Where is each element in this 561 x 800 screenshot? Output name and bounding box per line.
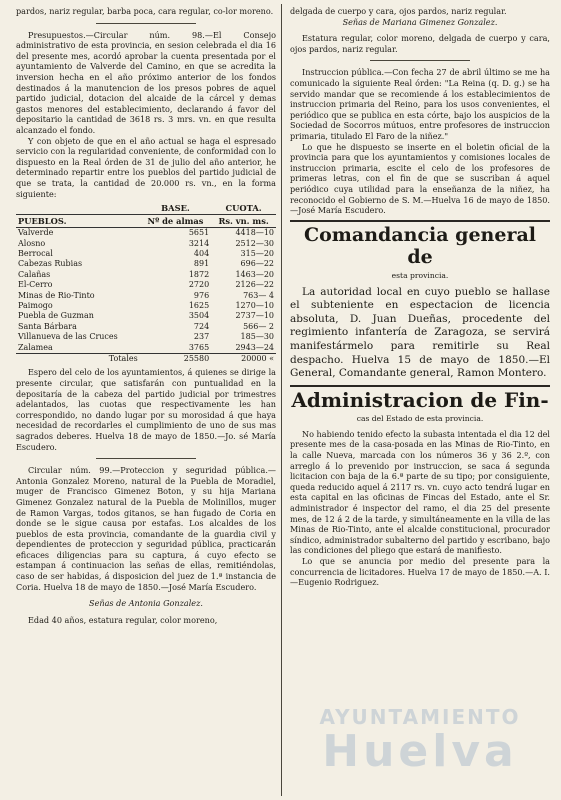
signature-mariana: Señas de Mariana Gimenez Gonzalez. bbox=[342, 16, 498, 27]
circular-98-paragraph-2: Y con objeto de que en el año actual se haga el espresado servicio con la regularidad conveniente, de conformidad con lo dispuesto en la Real órden de 31 de julio del año anterior, he determinado repartir entre los pueblos del partido judicial de que se trata, la cantidad de 20.000 rs. vn., en la forma siguiente: bbox=[16, 135, 276, 199]
rs-cell: 566— 2 bbox=[243, 321, 274, 331]
comandancia-heading: Comandancia general de bbox=[290, 220, 550, 268]
circular-98-paragraph: Presupuestos.—Circular núm. 98.—El Consejo administrativo de esta provincia, en sesion celebrada el dia 16 del presente mes, acordó aprobar la cuenta presentada por el ayuntamiento de Valverde del Camino, en que se acredita la inversion hecha en el año próximo anterior de los fondos destinados á la manutencion de los presos pobres de aquel partido judicial, dotacion del alcaide de la cárcel y demas gastos menores del establecimiento, declarando á favor del depositario la cantidad de 3618 rs. 3 mrs. vn. en que resulta alcanzado el fondo. bbox=[16, 29, 276, 135]
rs-cell: 2943—24 bbox=[235, 342, 274, 352]
quota-row bbox=[16, 311, 276, 321]
instruccion-publica-paragraph-2: Lo que he dispuesto se inserte en el boletin oficial de la provincia para que los ayuntamientos y comisiones locales de instruccion primaria, escite el celo de los profesores de primeras letras, con el fin de que se suscriban á aquel periódico cuya utilidad para la enseñanza de la niñez, ha reconocido el Gobierno de S. M.—Huelva 16 de mayo de 1850.—José María Escudero. bbox=[290, 141, 550, 216]
rs-cell: 1463—20 bbox=[235, 269, 274, 279]
cuota-header: CUOTA. bbox=[211, 202, 276, 215]
almas-cell: 2720 bbox=[188, 280, 210, 290]
rs-cell: 2126—22 bbox=[235, 280, 274, 290]
almas-cell: 724 bbox=[193, 321, 210, 331]
almas-cell: 1872 bbox=[188, 269, 210, 279]
quota-table bbox=[16, 202, 276, 364]
separator bbox=[96, 23, 196, 24]
mariana-description: Estatura regular, color moreno, delgada de cuerpo y cara, ojos pardos, nariz regular. bbox=[290, 33, 550, 54]
right-paragraph-0: delgada de cuerpo y cara, ojos pardos, nariz regular. bbox=[290, 6, 507, 16]
quota-row bbox=[16, 322, 276, 332]
quota-row bbox=[16, 291, 276, 301]
pueblo-cell: Alosno bbox=[18, 238, 46, 248]
pueblo-cell: Santa Bárbara bbox=[18, 321, 77, 331]
pueblo-cell: Cabezas Rubias bbox=[18, 259, 83, 269]
rs-cell: 315—20 bbox=[240, 248, 274, 258]
pueblo-cell: Paimogo bbox=[18, 300, 53, 310]
almas-cell: 3214 bbox=[188, 238, 210, 248]
left-paragraph-0: pardos, nariz regular, barba poca, cara regular, co-lor moreno. bbox=[16, 6, 274, 16]
total-row bbox=[16, 353, 276, 364]
quota-rows bbox=[16, 228, 276, 354]
signature-antonia: Señas de Antonia Gonzalez. bbox=[89, 598, 203, 609]
rs-cell: 1270—10 bbox=[235, 300, 274, 310]
rs-cell: 763— 4 bbox=[243, 290, 274, 300]
almas-header: Nº de almas bbox=[140, 215, 211, 228]
pueblo-cell: El-Cerro bbox=[18, 280, 53, 290]
rs-header: Rs. vn. ms. bbox=[211, 215, 276, 228]
separator bbox=[370, 60, 470, 61]
administracion-heading: Administracion de Fin- bbox=[290, 385, 550, 411]
almas-cell: 3765 bbox=[188, 342, 210, 352]
pueblo-cell: Villanueva de las Cruces bbox=[18, 332, 118, 342]
almas-cell: 5651 bbox=[188, 228, 210, 238]
pueblo-cell: Minas de Rio-Tinto bbox=[18, 290, 95, 300]
pueblo-cell: Zalamea bbox=[18, 342, 53, 352]
pueblo-cell: Calañas bbox=[18, 269, 51, 279]
instruccion-publica-paragraph: Instruccion pública.—Con fecha 27 de abril último se me ha comunicado la siguiente Real órden: "La Reina (q. D. g.) se ha servido mandar que se recomiende á los establecimientos de instruccion primaria del Reino, para los usos convenientes, el periódico que se publica en esta córte, bajo los auspicios de la Sociedad de Socorros mútuos, entre profesores de instruccion primaria, titulado El Faro de la niñez." bbox=[290, 67, 550, 141]
rs-cell: 696—22 bbox=[240, 259, 274, 269]
quota-row bbox=[16, 239, 276, 249]
right-column bbox=[290, 6, 550, 588]
administracion-closing: Lo que se anuncia por medio del presente para la concurrencia de licitadores. Huelva 17 de mayo de 1850.—A. I.—Eugenio Rodriguez. bbox=[290, 555, 550, 588]
administracion-subheading: cas del Estado de esta provincia. bbox=[356, 413, 484, 423]
quota-row bbox=[16, 280, 276, 290]
circular-99-paragraph: Circular núm. 99.—Proteccion y seguridad pública.—Antonia Gonzalez Moreno, natural de la Puebla de Moradiel, muger de Francisco Gimenez Boton, y su hija Mariana Gimenez Gonzalez natural de la Puebla de Molinillos, muger de Ramon Vargas, todos gitanos, se han fugado de Coria en donde se le sigue causa por estafas. Los alcaldes de los pueblos de esta provincia, comandante de la guardia civil y dependientes de proteccion y seguridad pública, practicarán eficaces diligencias para su captura, á cuyo efecto se estampan á continuacion las señas de ellas, remitiéndolas, caso de ser habidas, á disposicion del juez de 1.ª instancia de Coria. Huelva 18 de mayo de 1850.—José María Escudero. bbox=[16, 465, 276, 592]
rs-cell: 185—30 bbox=[240, 332, 274, 342]
rs-cell: 2512—30 bbox=[235, 238, 274, 248]
comandancia-subheading: esta provincia. bbox=[391, 270, 449, 280]
quota-row bbox=[16, 259, 276, 269]
administracion-paragraph: No habiendo tenido efecto la subasta intentada el dia 12 del presente mes de la casa-posada en las Minas de Rio-Tinto, en la calle Nueva, marcada con los números 36 y 36 2.º, con arreglo á lo prevenido por instruccion, se saca á segunda licitacion con baja de la 6.ª parte de su tipo; por consiguiente, queda reducido aquel á 2117 rs. vn. cuyo acto tendrá lugar en esta capital en las oficinas de Fincas del Estado, ante el Sr. administrador é inspector del ramo, el dia 25 del presente mes, de 12 á 2 de la tarde, y simultáneamente en la villa de las Minas de Rio-Tinto, ante el alcalde constitucional, procurador síndico, administrador subalterno del partido y escribano, bajo las condiciones del pliego que estará de manifiesto. bbox=[290, 428, 550, 556]
left-column bbox=[16, 6, 276, 625]
rs-cell: 4418—10 bbox=[235, 228, 274, 238]
almas-cell: 976 bbox=[193, 290, 210, 300]
pueblo-cell: Valverde bbox=[18, 228, 54, 238]
total-label: Totales bbox=[16, 353, 140, 364]
quota-row bbox=[16, 228, 276, 239]
pueblo-cell: Puebla de Guzman bbox=[18, 311, 94, 321]
quota-row bbox=[16, 343, 276, 354]
quota-row bbox=[16, 301, 276, 311]
comandancia-paragraph: La autoridad local en cuyo pueblo se hallase el subteniente en espectacion de licencia absoluta, D. Juan Dueñas, procedente del regimiento infantería de Zaragoza, se servirá manifestármelo para remitirle su Real despacho. Huelva 15 de mayo de 1850.—El General, Comandante general, Ramon Montero. bbox=[290, 285, 550, 380]
almas-cell: 1625 bbox=[188, 300, 210, 310]
almas-cell: 404 bbox=[193, 248, 210, 258]
circular-98-closing: Espero del celo de los ayuntamientos, á quienes se dirige la presente circular, que satisfarán con puntualidad en la depositaría de la cabeza del partido judicial por trimestres adelantados, las cuotas que respectivamente les han correspondido, no dando lugar por su morosidad á que haya necesidad de recordarles el cumplimiento de uno de sus mas sagrados deberes. Huelva 18 de mayo de 1850.—Jo. sé María Escudero. bbox=[16, 367, 276, 452]
quota-row bbox=[16, 270, 276, 280]
almas-cell: 891 bbox=[193, 259, 210, 269]
antonia-description: Edad 40 años, estatura regular, color moreno, bbox=[28, 614, 218, 625]
almas-cell: 237 bbox=[193, 332, 210, 342]
base-header: BASE. bbox=[140, 202, 211, 215]
almas-cell: 3504 bbox=[188, 311, 210, 321]
column-divider bbox=[281, 4, 282, 796]
pueblos-header: PUEBLOS. bbox=[16, 215, 140, 228]
separator bbox=[96, 458, 196, 459]
quota-row bbox=[16, 249, 276, 259]
total-almas: 25580 bbox=[140, 353, 211, 364]
quota-row bbox=[16, 332, 276, 342]
rs-cell: 2737—10 bbox=[235, 311, 274, 321]
pueblo-cell: Berrocal bbox=[18, 248, 53, 258]
archive-watermark-stamp: AYUNTAMIENTO Huelva bbox=[319, 705, 521, 777]
total-rs: 20000 « bbox=[211, 353, 276, 364]
